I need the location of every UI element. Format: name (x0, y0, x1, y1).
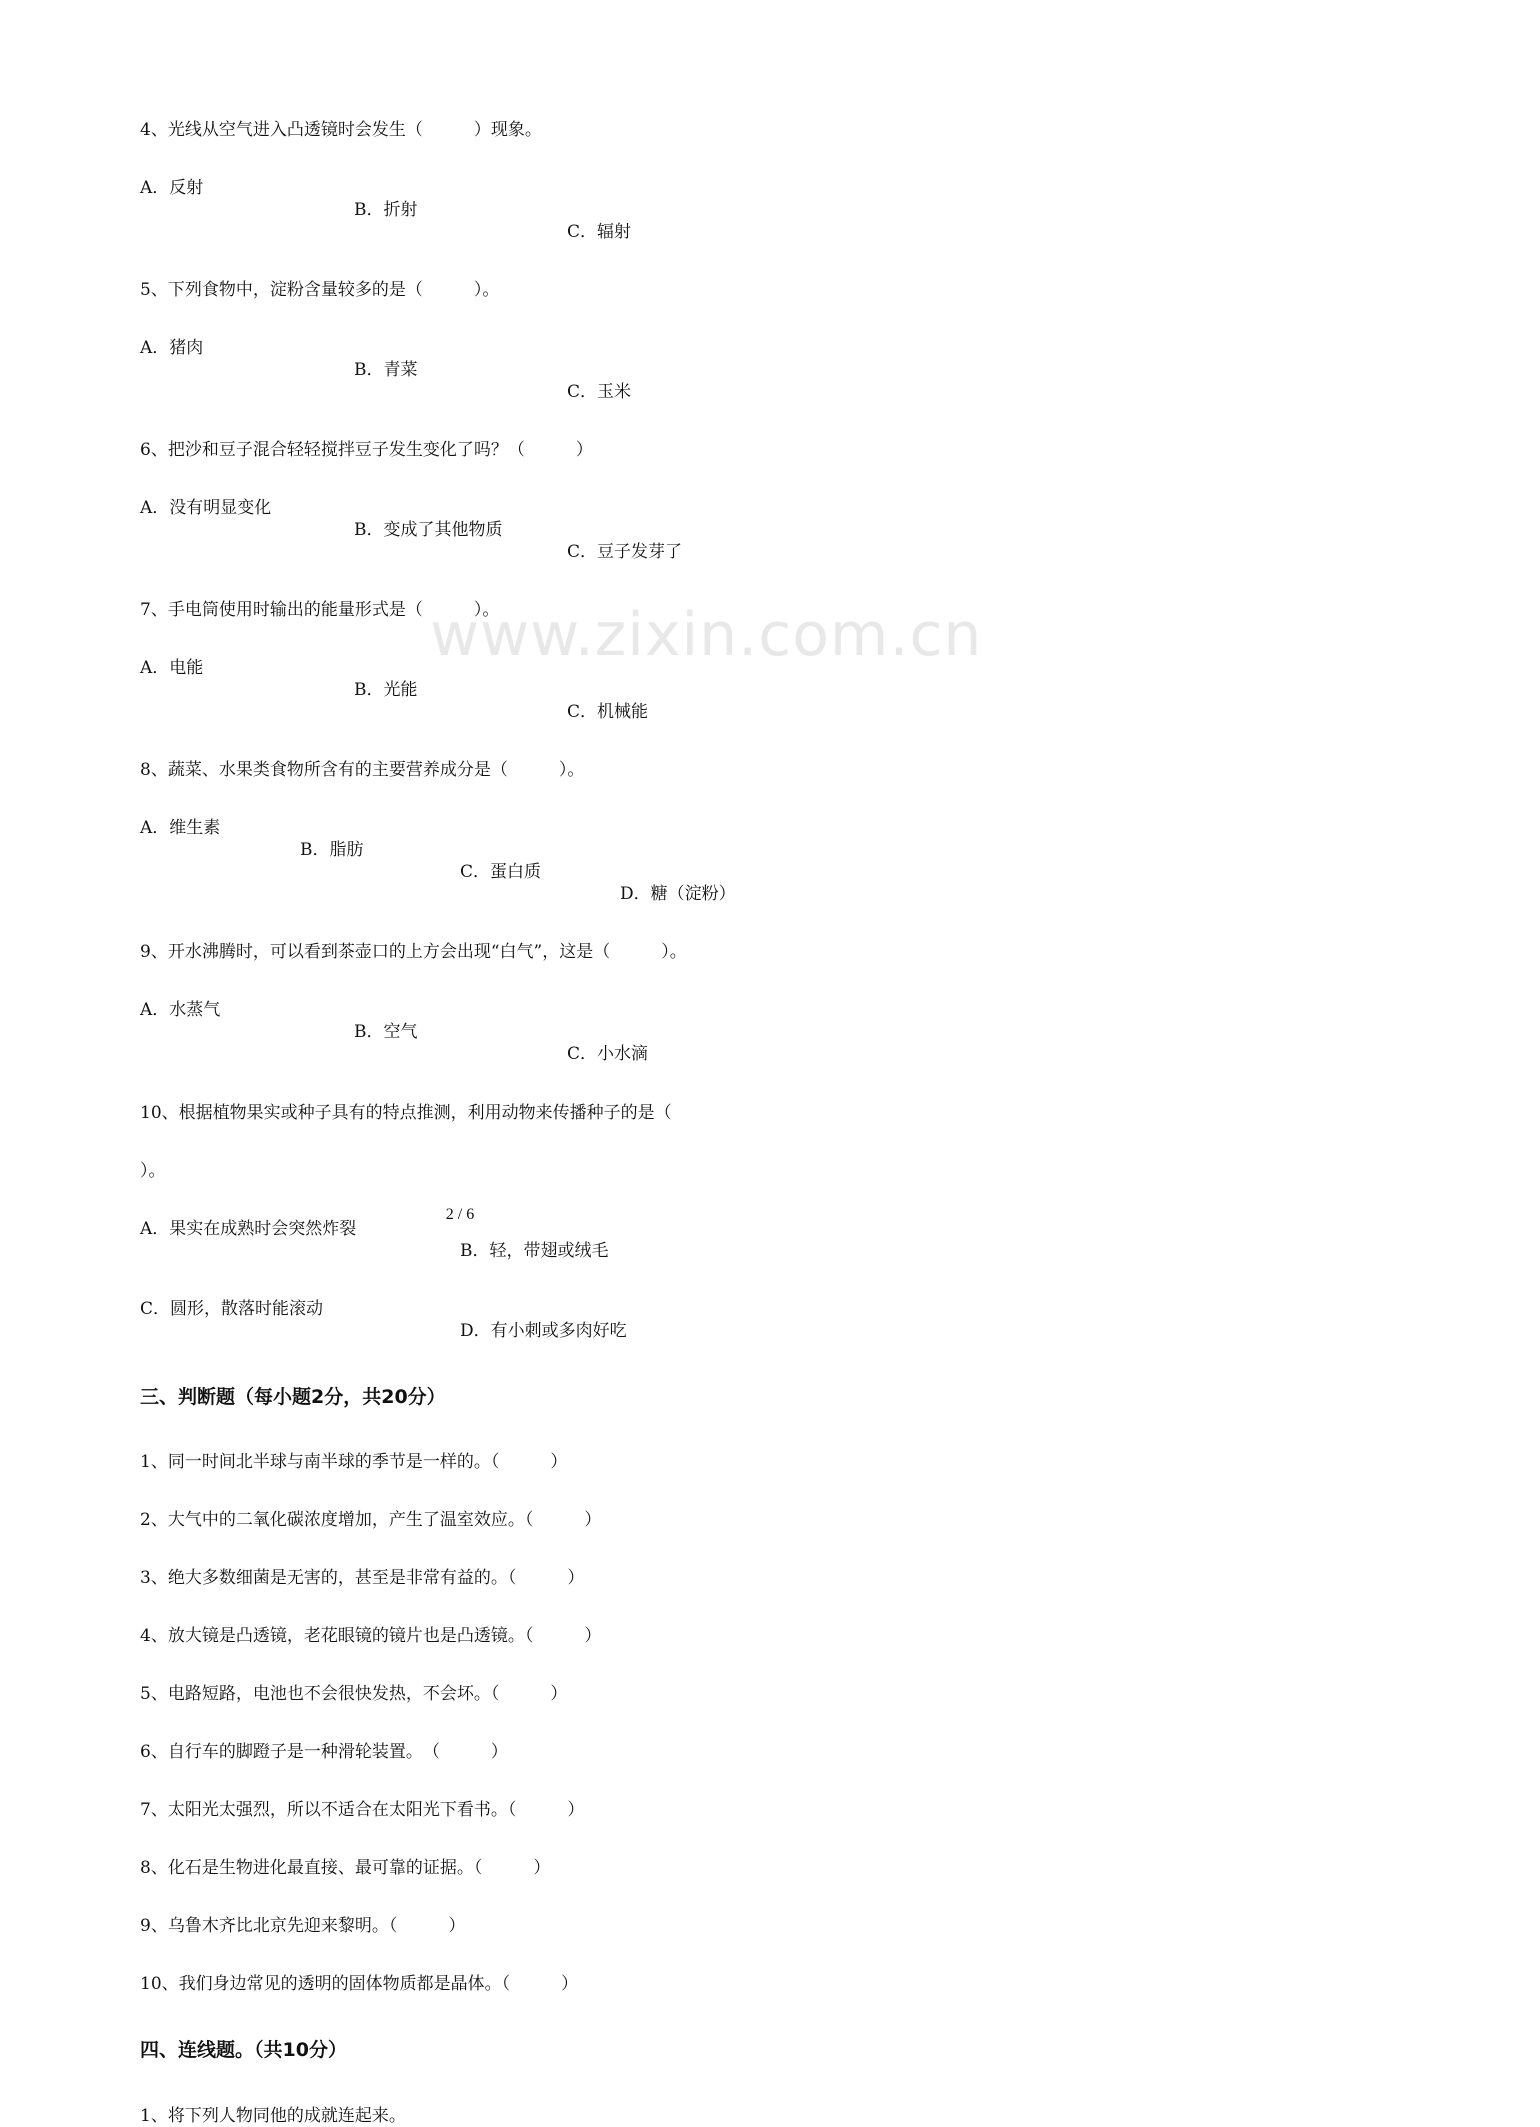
q7-option-a: A．电能 (140, 658, 204, 678)
q8-option-b: B．脂肪 (300, 840, 364, 860)
judgement-item-6: 6、自行车的脚蹬子是一种滑轮装置。 （ ） (140, 1742, 508, 1762)
question-7: 7、手电筒使用时输出的能量形式是（ ）。 (140, 600, 500, 620)
q9-option-b: B．空气 (354, 1022, 418, 1042)
watermark: www.zixin.com.cn (430, 600, 983, 670)
judgement-item-5: 5、电路短路，电池也不会很快发热，不会坏。（ ） (140, 1684, 568, 1704)
judgement-item-1: 1、同一时间北半球与南半球的季节是一样的。（ ） (140, 1452, 568, 1472)
q8-option-c: C．蛋白质 (460, 862, 542, 882)
q5-option-b: B．青菜 (354, 360, 418, 380)
judgement-item-9: 9、乌鲁木齐比北京先迎来黎明。（ ） (140, 1916, 466, 1936)
q9-option-a: A．水蒸气 (140, 1000, 221, 1020)
question-8: 8、蔬菜、水果类食物所含有的主要营养成分是（ ）。 (140, 760, 585, 780)
q4-option-c: C．辐射 (567, 222, 632, 242)
question-10-line2: ）。 (140, 1161, 166, 1181)
matching-item-1: 1、将下列人物同他的成就连起来。 (140, 2106, 406, 2126)
q7-option-b: B．光能 (354, 680, 418, 700)
q6-option-a: A．没有明显变化 (140, 498, 272, 518)
judgement-item-10: 10、我们身边常见的透明的固体物质都是晶体。（ ） (140, 1974, 579, 1994)
q10-option-a: A．果实在成熟时会突然炸裂 (140, 1219, 357, 1239)
question-9: 9、开水沸腾时，可以看到茶壶口的上方会出现“白气”，这是（ ）。 (140, 942, 687, 962)
q10-option-c: C．圆形，散落时能滚动 (140, 1299, 324, 1319)
q7-option-c: C．机械能 (567, 702, 649, 722)
q10-option-b: B．轻，带翅或绒毛 (460, 1241, 609, 1261)
q6-option-c: C．豆子发芽了 (567, 542, 683, 562)
section-4-title: 四、连线题。（共10分） (140, 2039, 347, 2061)
q5-option-c: C．玉米 (567, 382, 632, 402)
judgement-item-7: 7、太阳光太强烈，所以不适合在太阳光下看书。（ ） (140, 1800, 585, 1820)
page-number: 2 / 6 (445, 1206, 475, 1223)
q8-option-d: D．糖（淀粉） (620, 884, 736, 904)
q6-option-b: B．变成了其他物质 (354, 520, 503, 540)
q9-option-c: C．小水滴 (567, 1044, 649, 1064)
q10-option-d: D．有小刺或多肉好吃 (460, 1321, 627, 1341)
q4-option-a: A．反射 (140, 178, 204, 198)
judgement-item-8: 8、化石是生物进化最直接、最可靠的证据。（ ） (140, 1858, 551, 1878)
q4-option-b: B．折射 (354, 200, 418, 220)
q5-option-a: A．猪肉 (140, 338, 204, 358)
question-4: 4、光线从空气进入凸透镜时会发生（ ）现象。 (140, 120, 542, 140)
question-5: 5、下列食物中，淀粉含量较多的是（ ）。 (140, 280, 500, 300)
section-3-title: 三、判断题（每小题2分，共20分） (140, 1386, 446, 1408)
judgement-item-4: 4、放大镜是凸透镜，老花眼镜的镜片也是凸透镜。（ ） (140, 1626, 602, 1646)
question-6: 6、把沙和豆子混合轻轻搅拌豆子发生变化了吗？（ ） (140, 440, 593, 460)
question-10-line1: 10、根据植物果实或种子具有的特点推测，利用动物来传播种子的是（ (140, 1103, 672, 1123)
judgement-item-2: 2、大气中的二氧化碳浓度增加，产生了温室效应。（ ） (140, 1510, 602, 1530)
q8-option-a: A．维生素 (140, 818, 221, 838)
judgement-item-3: 3、绝大多数细菌是无害的，甚至是非常有益的。（ ） (140, 1568, 585, 1588)
